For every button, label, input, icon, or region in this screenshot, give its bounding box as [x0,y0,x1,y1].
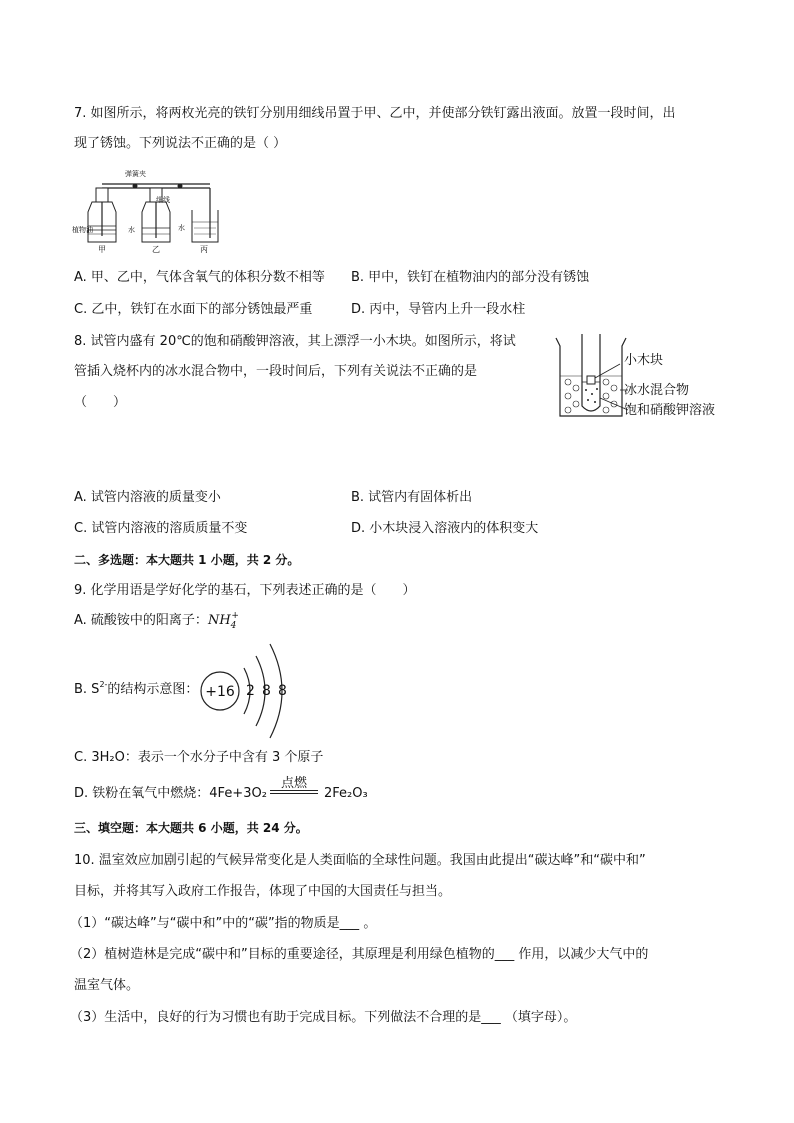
section-2-heading: 二、多选题：本大题共 1 小题，共 2 分。 [74,553,300,567]
q9-option-d[interactable] [74,784,267,804]
clip-label: 弹簧夹 [125,170,146,178]
q9-a-formula: NH [207,613,231,628]
q9-stem: 9. 化学用语是学好化学的基石，下列表述正确的是（ ） [74,583,416,598]
q9-d-equals-line-bottom [270,793,318,794]
q7-option-a[interactable]: A. 甲、乙中，气体含氧气的体积分数不相等 [74,270,325,285]
section-3-heading: 三、填空题：本大题共 6 小题，共 24 分。 [74,821,308,835]
q8-option-b[interactable]: B. 试管内有固体析出 [351,490,473,505]
q8-stem-line3: （ ） [74,395,127,410]
q9-d-condition: 点燃 [280,776,307,791]
q7-option-c[interactable]: C. 乙中，铁钉在水面下的部分锈蚀最严重 [74,302,313,317]
q7-stem-line2: 现了锈蚀。下列说法不正确的是（ ） [74,136,287,151]
sulfur-ion-structure-diagram [196,638,306,748]
wood-block [587,376,595,384]
solution-label: 饱和硝酸钾溶液 [624,403,716,418]
shell-1-electrons: 2 [246,683,255,699]
label-yi: 乙 [152,245,160,254]
shell-2-electrons: 8 [262,683,271,699]
q8-option-d[interactable]: D. 小木块浸入溶液内的体积变大 [351,521,539,536]
nucleus-charge: +16 [205,684,235,700]
q9-a-prefix: A. 硫酸铵中的阳离子： [74,613,208,628]
q9-a-subscript: 4 [230,621,237,631]
test-tube [582,334,600,411]
ice-label: 冰水混合物 [624,383,690,398]
q9-a-superscript: + [231,611,239,621]
q10-stem-line2: 目标，并将其写入政府工作报告，体现了中国的大国责任与担当。 [74,884,452,899]
q7-option-d[interactable]: D. 丙中，导管内上升一段水柱 [351,302,526,317]
q8-stem-line2: 管插入烧杯内的冰水混合物中，一段时间后，下列有关说法不正确的是 [74,364,478,379]
wood-label: 小木块 [624,353,664,368]
beaker-bing [192,188,218,242]
q10-sub2-line1: （2）植树造林是完成“碳中和”目标的重要途径，其原理是利用绿色植物的___ 作用，以减少大气中的 [70,947,649,962]
q10-sub3: （3）生活中，良好的行为习惯也有助于完成目标。下列做法不合理的是___ （填字母）。 [70,1010,577,1025]
water-label-left: 水 [128,226,135,234]
oil-label: 植物油 [72,226,93,234]
q9-option-c[interactable]: C. 3H₂O：表示一个水分子中含有 3 个原子 [74,750,324,765]
q8-option-a[interactable]: A. 试管内溶液的质量变小 [74,490,221,505]
q8-option-c[interactable]: C. 试管内溶液的溶质质量不变 [74,521,248,536]
q10-sub1: （1）“碳达峰”与“碳中和”中的“碳”指的物质是___ 。 [70,916,377,931]
q8-stem-line1: 8. 试管内盛有 20℃的饱和硝酸钾溶液，其上漂浮一小木块。如图所示，将试 [74,334,516,349]
q9-b-superscript: 2- [99,680,108,689]
q9-option-a[interactable] [74,611,239,632]
q7-option-b[interactable]: B. 甲中，铁钉在植物油内的部分没有锈蚀 [351,270,590,285]
q8-figure [550,332,730,424]
q9-b-prefix: B. S [74,682,100,697]
q9-b-suffix: 的结构示意图： [107,682,199,697]
q7-stem-line1: 7. 如图所示，将两枚光亮的铁钉分别用细线吊置于甲、乙中，并使部分铁钉露出液面。放置一段时间，出 [74,106,676,121]
spring-clip [133,184,138,189]
q7-figure [70,166,230,254]
shell-3-electrons: 8 [278,683,287,699]
thread-label: 细线 [156,196,170,204]
q9-d-equals-line-top [270,790,318,791]
label-jia: 甲 [98,245,106,254]
q9-option-b[interactable] [74,680,198,701]
q10-stem-line1: 10. 温室效应加剧引起的气候异常变化是人类面临的全球性问题。我国由此提出“碳达峰”和“碳中和” [74,853,646,868]
q9-d-product: 2Fe₂O₃ [324,786,368,801]
label-bing: 丙 [200,245,208,254]
q10-sub2-line2: 温室气体。 [74,978,140,993]
q9-d-reactants: D. 铁粉在氧气中燃烧：4Fe+3O₂ [74,786,267,801]
water-label-right: 水 [178,224,185,232]
